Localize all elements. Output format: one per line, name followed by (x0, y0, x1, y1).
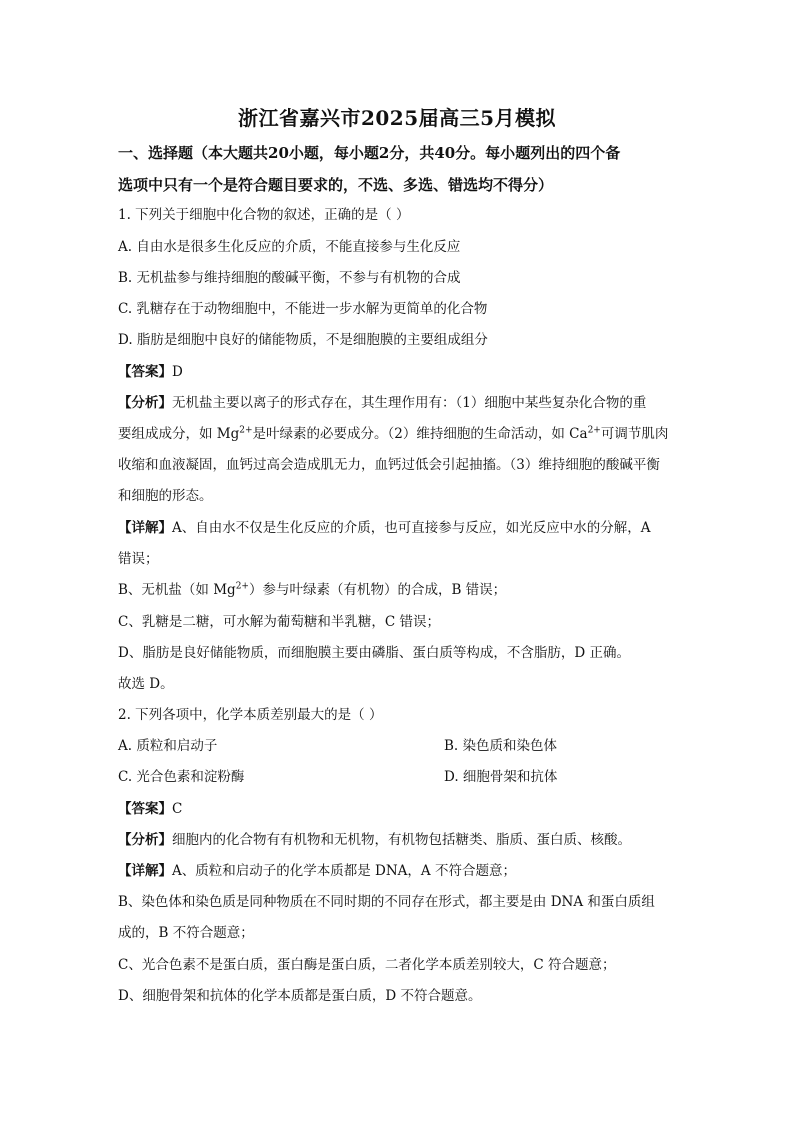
analysis-text: 是叶绿素的必要成分。（2）维持细胞的生命活动，如 Ca (252, 426, 588, 442)
answer-value: D (172, 364, 183, 380)
analysis-tag: 【分析】 (118, 832, 172, 848)
question-1-option-b: B. 无机盐参与维持细胞的酸碱平衡，不参与有机物的合成 (118, 270, 461, 286)
question-1-option-a: A. 自由水是很多生化反应的介质，不能直接参与生化反应 (118, 239, 461, 255)
question-1-detail-line-2: 错误； (118, 551, 159, 567)
superscript: 2+ (235, 581, 249, 592)
question-2-detail-line-4: C、光合色素不是蛋白质，蛋白酶是蛋白质，二者化学本质差别较大，C 符合题意； (118, 957, 616, 973)
question-2-option-d: D. 细胞骨架和抗体 (444, 769, 558, 785)
question-1-analysis-line-2 (118, 424, 668, 444)
question-2-option-a: A. 质粒和启动子 (118, 738, 218, 754)
section-heading-line-1: 一、选择题（本大题共20小题，每小题2分，共40分。每小题列出的四个备 (118, 144, 621, 162)
question-1-option-c: C. 乳糖存在于动物细胞中，不能进一步水解为更简单的化合物 (118, 301, 488, 317)
question-1-answer (118, 362, 183, 382)
question-2-answer (118, 799, 182, 819)
question-2-detail-line-5: D、细胞骨架和抗体的化学本质都是蛋白质，D 不符合题意。 (118, 988, 482, 1004)
question-2-detail-line-1 (118, 861, 516, 881)
analysis-text: 可调节肌肉 (600, 426, 669, 442)
detail-text: ）参与叶绿素（有机物）的合成，B 错误； (248, 582, 507, 598)
question-1-detail-line-1 (118, 518, 651, 538)
page-title: 浙江省嘉兴市2025届高三5月模拟 (237, 106, 557, 130)
answer-tag: 【答案】 (118, 801, 172, 817)
question-2-detail-line-3: 成的，B 不符合题意； (118, 925, 254, 941)
section-heading-line-2: 选项中只有一个是符合题目要求的，不选、多选、错选均不得分） (118, 176, 554, 194)
question-1-analysis-line-1 (118, 393, 646, 413)
question-2-analysis-line-1 (118, 830, 631, 850)
question-1-conclusion: 故选 D。 (118, 676, 174, 692)
question-1-detail-line-5: D、脂肪是良好储能物质，而细胞膜主要由磷脂、蛋白质等构成，不含脂肪，D 正确。 (118, 645, 630, 661)
superscript: 2+ (239, 425, 253, 436)
answer-value: C (172, 801, 183, 817)
analysis-text: 细胞内的化合物有有机物和无机物，有机物包括糖类、脂质、蛋白质、核酸。 (172, 832, 631, 848)
question-1-analysis-line-3: 收缩和血液凝固，血钙过高会造成肌无力，血钙过低会引起抽搐。（3）维持细胞的酸碱平衡 (118, 457, 660, 473)
question-2-option-c: C. 光合色素和淀粉酶 (118, 769, 245, 785)
question-1-analysis-line-4: 和细胞的形态。 (118, 488, 213, 504)
question-1-detail-line-4: C、乳糖是二糖，可水解为葡萄糖和半乳糖，C 错误； (118, 614, 440, 630)
answer-tag: 【答案】 (118, 364, 172, 380)
question-1-option-d: D. 脂肪是细胞中良好的储能物质，不是细胞膜的主要组成组分 (118, 332, 488, 348)
detail-text: B、无机盐（如 Mg (118, 582, 236, 598)
question-2-stem: 2. 下列各项中，化学本质差别最大的是（ ） (118, 707, 383, 723)
superscript: 2+ (587, 425, 601, 436)
question-1-detail-line-3 (118, 580, 506, 600)
detail-text: A、质粒和启动子的化学本质都是 DNA，A 不符合题意； (172, 863, 516, 879)
analysis-text: 无机盐主要以离子的形式存在，其生理作用有：（1）细胞中某些复杂化合物的重 (172, 395, 647, 411)
question-2-option-b: B. 染色质和染色体 (444, 738, 558, 754)
question-2-detail-line-2: B、染色体和染色质是同种物质在不同时期的不同存在形式，都主要是由 DNA 和蛋白质组 (118, 894, 655, 910)
detail-tag: 【详解】 (118, 863, 172, 879)
analysis-text: 要组成成分，如 Mg (118, 426, 240, 442)
detail-text: A、自由水不仅是生化反应的介质，也可直接参与反应，如光反应中水的分解，A (172, 520, 651, 536)
question-1-stem: 1. 下列关于细胞中化合物的叙述，正确的是（ ） (118, 207, 410, 223)
analysis-tag: 【分析】 (118, 395, 172, 411)
detail-tag: 【详解】 (118, 520, 172, 536)
